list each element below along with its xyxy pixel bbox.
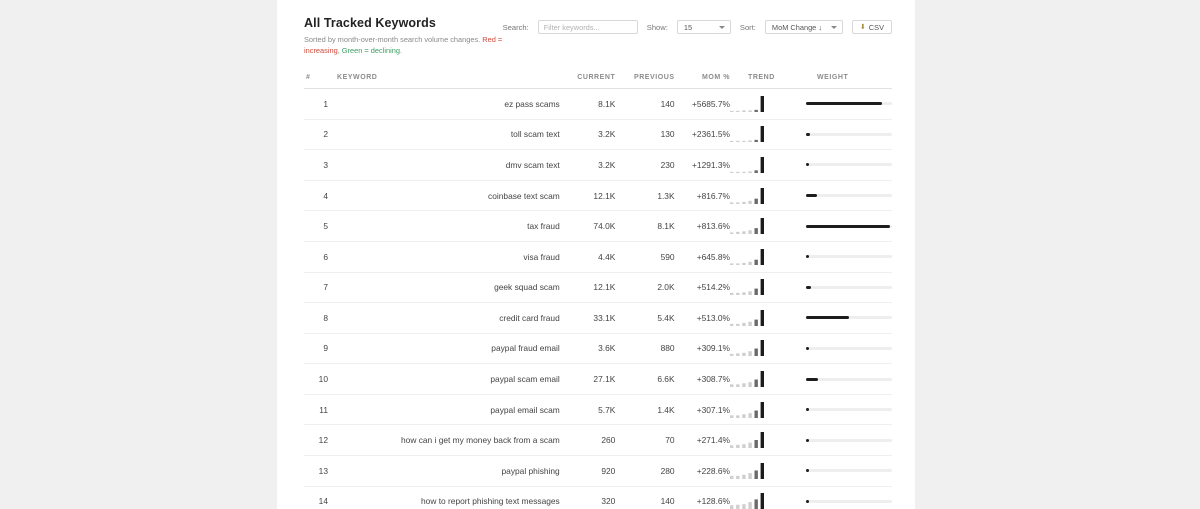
cell-rank: 2	[304, 119, 328, 150]
table-row[interactable]	[304, 272, 892, 303]
column-header-previous[interactable]: PREVIOUS	[615, 74, 674, 89]
cell-trend-sparkline	[730, 150, 806, 181]
cell-mom: +309.1%	[675, 333, 730, 364]
cell-weight-bar	[806, 364, 892, 395]
table-header-row	[304, 74, 892, 89]
cell-current: 8.1K	[560, 88, 616, 119]
cell-weight-bar	[806, 211, 892, 242]
table-row[interactable]	[304, 333, 892, 364]
table-row[interactable]	[304, 88, 892, 119]
cell-weight-bar	[806, 180, 892, 211]
cell-keyword[interactable]: paypal phishing	[328, 456, 560, 487]
cell-keyword[interactable]: dmv scam text	[328, 150, 560, 181]
cell-current: 74.0K	[560, 211, 616, 242]
cell-previous: 230	[615, 150, 674, 181]
cell-current: 320	[560, 486, 616, 509]
cell-previous: 2.0K	[615, 272, 674, 303]
cell-rank: 5	[304, 211, 328, 242]
cell-trend-sparkline	[730, 303, 806, 334]
subtitle-red: Red = increasing	[304, 35, 503, 56]
cell-keyword[interactable]: paypal email scam	[328, 394, 560, 425]
cell-mom: +228.6%	[675, 456, 730, 487]
cell-trend-sparkline	[730, 456, 806, 487]
table-row[interactable]	[304, 180, 892, 211]
column-header-keyword[interactable]: KEYWORD	[328, 74, 560, 89]
cell-keyword[interactable]: ez pass scams	[328, 88, 560, 119]
cell-mom: +2361.5%	[675, 119, 730, 150]
cell-weight-bar	[806, 456, 892, 487]
subtitle-green: Green = declining	[341, 46, 400, 56]
cell-mom: +514.2%	[675, 272, 730, 303]
cell-weight-bar	[806, 272, 892, 303]
show-count-value: 15	[683, 22, 693, 32]
cell-rank: 7	[304, 272, 328, 303]
cell-mom: +645.8%	[675, 241, 730, 272]
table-row[interactable]	[304, 119, 892, 150]
keywords-table	[304, 74, 892, 509]
cell-keyword[interactable]: coinbase text scam	[328, 180, 560, 211]
cell-current: 4.4K	[560, 241, 616, 272]
cell-rank: 4	[304, 180, 328, 211]
cell-mom: +5685.7%	[675, 88, 730, 119]
cell-current: 33.1K	[560, 303, 616, 334]
cell-keyword[interactable]: visa fraud	[328, 241, 560, 272]
cell-trend-sparkline	[730, 333, 806, 364]
cell-rank: 12	[304, 425, 328, 456]
cell-current: 27.1K	[560, 364, 616, 395]
cell-mom: +816.7%	[675, 180, 730, 211]
column-header-current[interactable]: CURRENT	[560, 74, 616, 89]
table-row[interactable]	[304, 241, 892, 272]
cell-trend-sparkline	[730, 88, 806, 119]
cell-weight-bar	[806, 486, 892, 509]
cell-trend-sparkline	[730, 364, 806, 395]
cell-keyword[interactable]: how to report phishing text messages	[328, 486, 560, 509]
panel-subtitle	[304, 34, 503, 57]
cell-trend-sparkline	[730, 394, 806, 425]
cell-mom: +1291.3%	[675, 150, 730, 181]
cell-rank: 11	[304, 394, 328, 425]
cell-rank: 13	[304, 456, 328, 487]
search-input[interactable]	[538, 20, 638, 34]
cell-weight-bar	[806, 425, 892, 456]
cell-mom: +513.0%	[675, 303, 730, 334]
sort-select[interactable]	[765, 20, 843, 34]
cell-previous: 130	[615, 119, 674, 150]
cell-trend-sparkline	[730, 241, 806, 272]
download-icon: ⬇	[859, 23, 866, 31]
cell-trend-sparkline	[730, 119, 806, 150]
cell-previous: 590	[615, 241, 674, 272]
cell-keyword[interactable]: paypal fraud email	[328, 333, 560, 364]
table-row[interactable]	[304, 394, 892, 425]
cell-weight-bar	[806, 394, 892, 425]
cell-rank: 1	[304, 88, 328, 119]
cell-mom: +307.1%	[675, 394, 730, 425]
column-header-mom[interactable]: MOM %	[675, 74, 730, 89]
cell-trend-sparkline	[730, 211, 806, 242]
cell-current: 920	[560, 456, 616, 487]
cell-keyword[interactable]: geek squad scam	[328, 272, 560, 303]
cell-previous: 6.6K	[615, 364, 674, 395]
cell-weight-bar	[806, 150, 892, 181]
show-count-select[interactable]	[677, 20, 731, 34]
keywords-panel	[277, 0, 915, 509]
table-row[interactable]	[304, 364, 892, 395]
search-label: Search:	[502, 22, 529, 32]
table-row[interactable]	[304, 211, 892, 242]
page-title: All Tracked Keywords	[304, 16, 436, 30]
cell-trend-sparkline	[730, 272, 806, 303]
table-header	[304, 74, 892, 89]
sort-value: MoM Change ↓	[771, 22, 823, 32]
sort-label: Sort:	[739, 22, 756, 32]
cell-mom: +813.6%	[675, 211, 730, 242]
cell-mom: +128.6%	[675, 486, 730, 509]
chevron-down-icon	[719, 26, 725, 29]
cell-previous: 5.4K	[615, 303, 674, 334]
column-header-weight[interactable]: WEIGHT	[806, 74, 892, 89]
cell-current: 260	[560, 425, 616, 456]
cell-previous: 140	[615, 486, 674, 509]
chevron-down-icon	[831, 26, 837, 29]
panel-title-block	[304, 16, 503, 57]
cell-weight-bar	[806, 241, 892, 272]
cell-trend-sparkline	[730, 425, 806, 456]
cell-rank: 10	[304, 364, 328, 395]
cell-previous: 70	[615, 425, 674, 456]
panel-controls	[503, 16, 892, 34]
cell-current: 12.1K	[560, 272, 616, 303]
cell-rank: 6	[304, 241, 328, 272]
cell-current: 3.2K	[560, 119, 616, 150]
table-body	[304, 88, 892, 509]
panel-header	[304, 16, 892, 57]
cell-current: 3.6K	[560, 333, 616, 364]
table-row[interactable]	[304, 486, 892, 509]
cell-previous: 140	[615, 88, 674, 119]
cell-previous: 1.4K	[615, 394, 674, 425]
cell-rank: 3	[304, 150, 328, 181]
cell-mom: +271.4%	[675, 425, 730, 456]
table-row[interactable]	[304, 303, 892, 334]
cell-weight-bar	[806, 333, 892, 364]
cell-keyword[interactable]: tax fraud	[328, 211, 560, 242]
subtitle-text-1: Sorted by month-over-month search volume changes.	[304, 35, 483, 44]
subtitle-end: .	[399, 46, 402, 56]
column-header-rank[interactable]: #	[304, 74, 328, 89]
cell-current: 12.1K	[560, 180, 616, 211]
cell-previous: 880	[615, 333, 674, 364]
cell-previous: 8.1K	[615, 211, 674, 242]
cell-current: 3.2K	[560, 150, 616, 181]
cell-trend-sparkline	[730, 180, 806, 211]
subtitle-mid: ,	[337, 46, 342, 56]
cell-previous: 280	[615, 456, 674, 487]
table-row[interactable]	[304, 456, 892, 487]
cell-weight-bar	[806, 303, 892, 334]
cell-keyword[interactable]: paypal scam email	[328, 364, 560, 395]
cell-keyword[interactable]: toll scam text	[328, 119, 560, 150]
cell-weight-bar	[806, 119, 892, 150]
cell-keyword[interactable]: how can i get my money back from a scam	[328, 425, 560, 456]
cell-rank: 8	[304, 303, 328, 334]
cell-rank: 14	[304, 486, 328, 509]
column-header-trend[interactable]: TREND	[730, 74, 806, 89]
cell-trend-sparkline	[730, 486, 806, 509]
show-label: Show:	[646, 22, 668, 32]
table-row[interactable]	[304, 425, 892, 456]
cell-mom: +308.7%	[675, 364, 730, 395]
cell-previous: 1.3K	[615, 180, 674, 211]
cell-current: 5.7K	[560, 394, 616, 425]
cell-keyword[interactable]: credit card fraud	[328, 303, 560, 334]
cell-rank: 9	[304, 333, 328, 364]
export-csv-button[interactable]	[852, 20, 892, 34]
export-csv-label: CSV	[868, 22, 884, 32]
cell-weight-bar	[806, 88, 892, 119]
table-row[interactable]	[304, 150, 892, 181]
